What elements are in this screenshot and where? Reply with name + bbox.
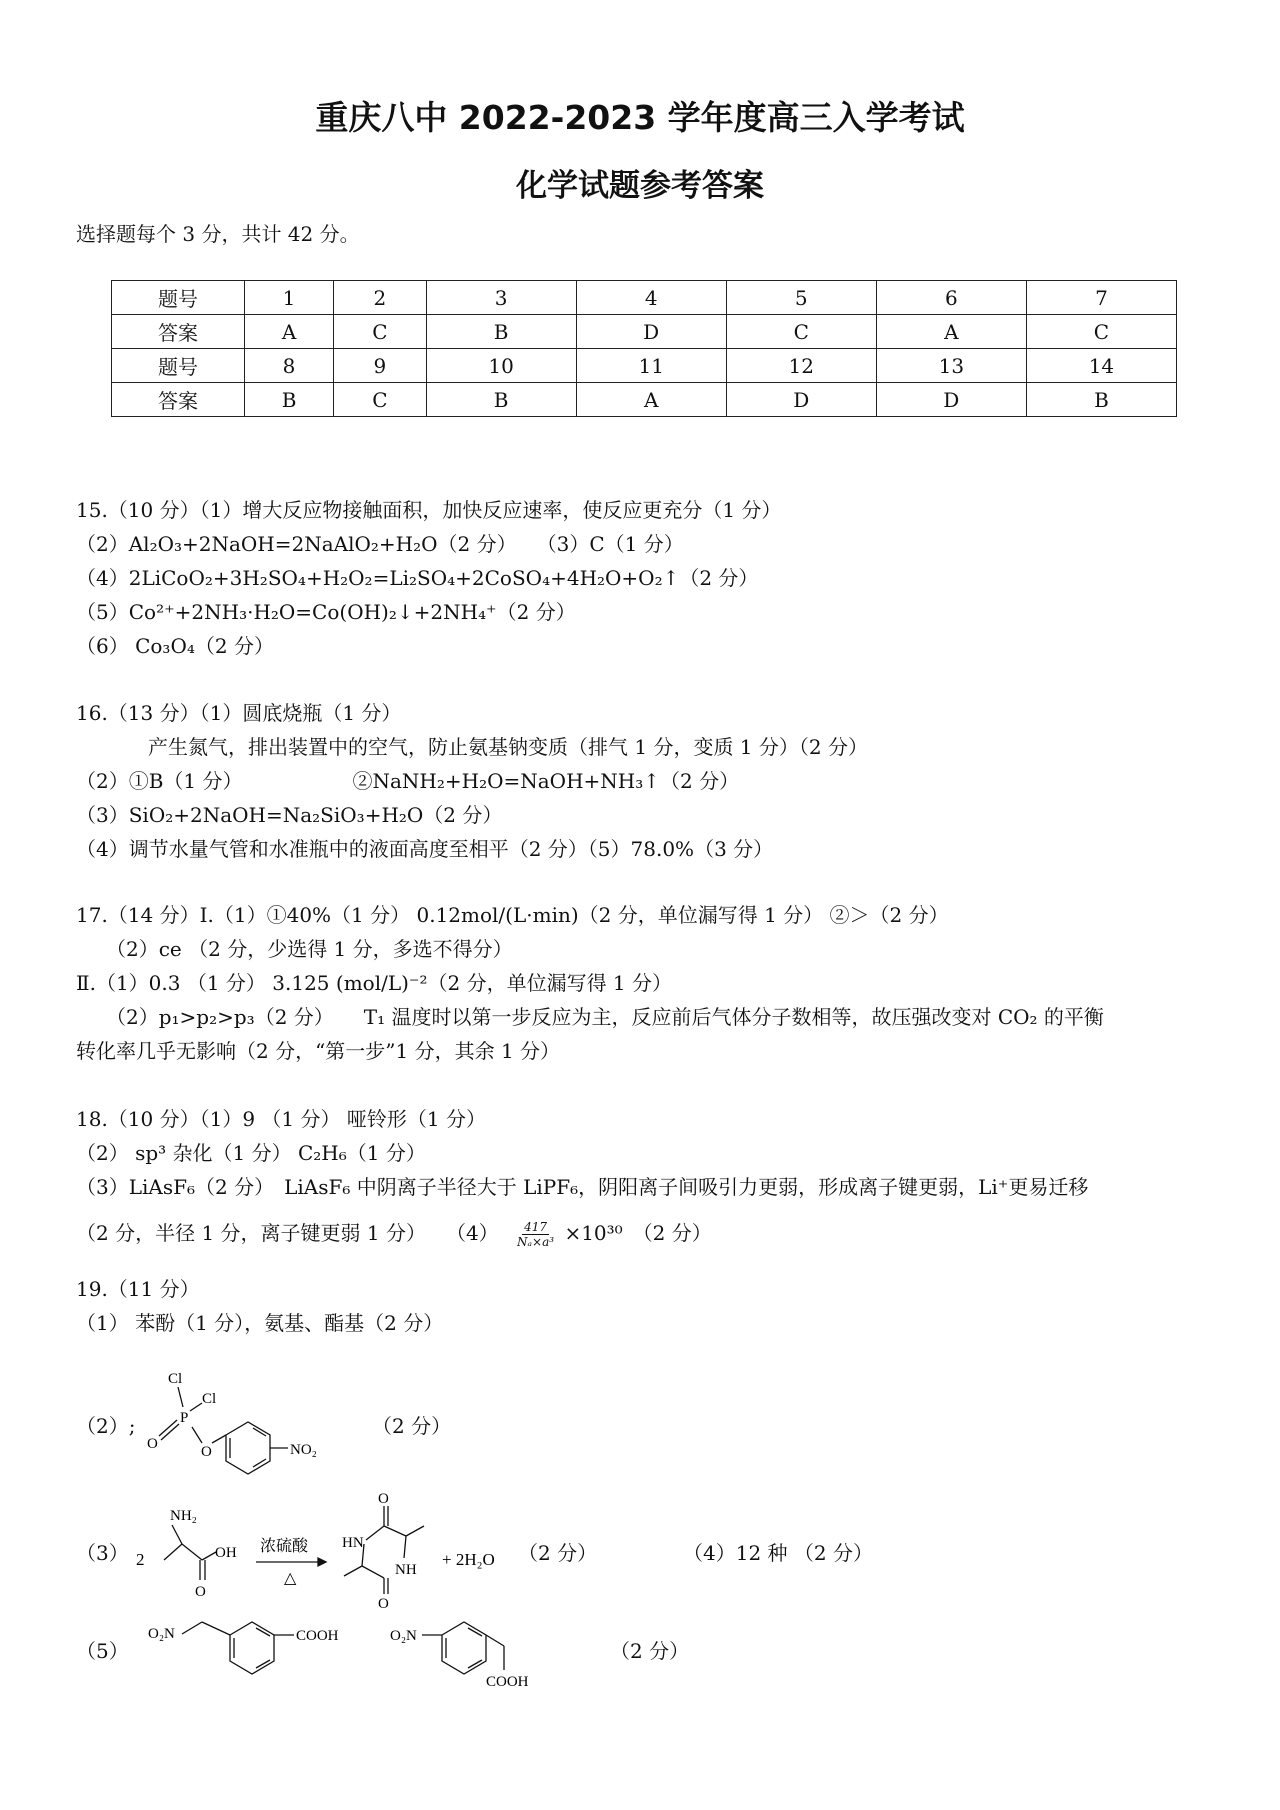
table-cell: 11	[576, 349, 726, 383]
ring-oxygen-top: O	[378, 1491, 389, 1507]
isomer-structures	[140, 1600, 620, 1690]
page-title: 重庆八中 2022-2023 学年度高三入学考试	[315, 98, 965, 137]
nitro-group: NO₂	[290, 1442, 317, 1458]
q15-line-4: （5）Co²⁺+2NH₃·H₂O=Co(OH)₂↓+2NH₄⁺（2 分）	[76, 600, 576, 624]
table-cell: D	[876, 383, 1026, 417]
q19-line-1: 19.（11 分）	[76, 1277, 200, 1301]
question-number-row	[112, 281, 1177, 315]
table-cell: 6	[876, 281, 1026, 315]
amino-group: NH₂	[170, 1508, 197, 1524]
table-cell: 8	[245, 349, 334, 383]
q18-line-4	[76, 1217, 712, 1249]
row-header-cell: 题号	[112, 281, 245, 315]
ring-nh: NH	[395, 1562, 417, 1578]
atom-o-double: O	[147, 1436, 158, 1452]
answer-row	[112, 383, 1177, 417]
atom-cl-2: Cl	[202, 1391, 217, 1407]
alanine-condensation-scheme	[130, 1480, 550, 1610]
q19-line-2: （1） 苯酚（1 分），氨基、酯基（2 分）	[76, 1311, 444, 1335]
density-fraction	[515, 1220, 556, 1249]
q17-line-3: Ⅱ.（1）0.3 （1 分） 3.125 (mol/L)⁻²（2 分，单位漏写得 1 分）	[76, 971, 673, 995]
q16-line-1: 16.（13 分）（1）圆底烧瓶（1 分）	[76, 701, 402, 725]
q17-line-4: （2）p₁>p₂>p₃（2 分） T₁ 温度时以第一步反应为主，反应前后气体分子数相等，故压强改变对 CO₂ 的平衡	[106, 1005, 1104, 1029]
table-cell: C	[334, 383, 427, 417]
table-cell: 7	[1026, 281, 1176, 315]
hydroxyl-group: OH	[215, 1545, 237, 1561]
table-cell: B	[1026, 383, 1176, 417]
water-product: + 2H₂O	[442, 1550, 495, 1569]
q19-part3-score: （2 分）	[518, 1541, 598, 1565]
q15-line-5: （6） Co₃O₄（2 分）	[76, 634, 274, 658]
answer-table	[111, 280, 1177, 417]
table-cell: 10	[426, 349, 576, 383]
table-cell: 13	[876, 349, 1026, 383]
table-cell: B	[245, 383, 334, 417]
q17-line-1: 17.（14 分）Ⅰ.（1）①40%（1 分） 0.12mol/(L·min)（2 分，单位漏写得 1 分） ②＞（2 分）	[76, 903, 949, 927]
q18-line-4-text: （2 分，半径 1 分，离子键更弱 1 分） （4）	[76, 1221, 499, 1245]
row-header-cell: 题号	[112, 349, 245, 383]
q15-line-3: （4）2LiCoO₂+3H₂SO₄+H₂O₂=Li₂SO₄+2CoSO₄+4H₂O+O₂↑（2 分）	[76, 566, 759, 590]
q18-line-2: （2） sp³ 杂化（1 分） C₂H₆（1 分）	[76, 1141, 426, 1165]
q15-line-2: （2）Al₂O₃+2NaOH=2NaAlO₂+H₂O（2 分） （3）C（1 分）	[76, 532, 684, 556]
q18-line-1: 18.（10 分）（1）9 （1 分） 哑铃形（1 分）	[76, 1107, 486, 1131]
q19-part2-score: （2 分）	[372, 1414, 452, 1438]
q18-line-3: （3）LiAsF₆（2 分） LiAsF₆ 中阴离子半径大于 LiPF₆，阴阳离子间吸引力更弱，形成离子键更弱，Li⁺更易迁移	[76, 1175, 1089, 1199]
fraction-numerator: 417	[524, 1220, 548, 1234]
reactant-coefficient: 2	[136, 1550, 145, 1569]
q19-part5-score: （2 分）	[610, 1639, 690, 1663]
isomer2-nitro: O₂N	[390, 1628, 417, 1644]
q18-line-4-tail: ×10³⁰ （2 分）	[564, 1221, 712, 1245]
dichlorophosphate-structure	[140, 1365, 380, 1485]
table-cell: 14	[1026, 349, 1176, 383]
ring-oxygen-bottom: O	[378, 1596, 389, 1610]
table-cell: 9	[334, 349, 427, 383]
table-cell: A	[245, 315, 334, 349]
q16-line-4: （3）SiO₂+2NaOH=Na₂SiO₃+H₂O（2 分）	[76, 803, 503, 827]
table-cell: A	[876, 315, 1026, 349]
table-cell: D	[576, 315, 726, 349]
fraction-denominator: Nₐ×a³	[517, 1235, 555, 1249]
table-cell: C	[1026, 315, 1176, 349]
ring-hn: HN	[342, 1535, 364, 1551]
table-cell: A	[576, 383, 726, 417]
q16-line-3: （2）①B（1 分） ②NaNH₂+H₂O=NaOH+NH₃↑（2 分）	[76, 769, 740, 793]
carbonyl-oxygen: O	[195, 1584, 206, 1600]
table-cell: 3	[426, 281, 576, 315]
reagent-label: 浓硫酸	[260, 1538, 309, 1555]
question-number-row	[112, 349, 1177, 383]
q19-part4: （4）12 种 （2 分）	[683, 1541, 873, 1565]
table-cell: 5	[726, 281, 876, 315]
heat-condition: △	[284, 1570, 297, 1587]
intro-text: 选择题每个 3 分，共计 42 分。	[76, 222, 360, 246]
atom-o-ester: O	[201, 1444, 212, 1460]
row-header-cell: 答案	[112, 383, 245, 417]
q19-part3-label: （3）	[76, 1541, 129, 1565]
table-cell: 2	[334, 281, 427, 315]
answer-row	[112, 315, 1177, 349]
table-cell: D	[726, 383, 876, 417]
table-cell: 4	[576, 281, 726, 315]
table-cell: B	[426, 383, 576, 417]
table-cell: 12	[726, 349, 876, 383]
q16-line-2: 产生氮气，排出装置中的空气，防止氨基钠变质（排气 1 分，变质 1 分）（2 分）	[148, 735, 868, 759]
table-cell: B	[426, 315, 576, 349]
isomer1-nitro: O₂N	[148, 1626, 175, 1642]
row-header-cell: 答案	[112, 315, 245, 349]
isomer2-carboxyl: COOH	[486, 1674, 529, 1690]
table-cell: C	[334, 315, 427, 349]
isomer1-carboxyl: COOH	[296, 1628, 339, 1644]
table-cell: C	[726, 315, 876, 349]
q16-line-5: （4）调节水量气管和水准瓶中的液面高度至相平（2 分）（5）78.0%（3 分）	[76, 837, 774, 861]
atom-p: P	[180, 1410, 189, 1426]
table-cell: 1	[245, 281, 334, 315]
q19-part2-label: （2）;	[76, 1414, 136, 1438]
atom-cl-1: Cl	[168, 1371, 183, 1387]
q17-line-5: 转化率几乎无影响（2 分，“第一步”1 分，其余 1 分）	[76, 1039, 561, 1063]
q17-line-2: （2）ce （2 分，少选得 1 分，多选不得分）	[106, 937, 513, 961]
q15-line-1: 15.（10 分）（1）增大反应物接触面积，加快反应速率，使反应更充分（1 分）	[76, 498, 782, 522]
page-subtitle: 化学试题参考答案	[516, 168, 764, 204]
q19-part5-label: （5）	[76, 1639, 129, 1663]
